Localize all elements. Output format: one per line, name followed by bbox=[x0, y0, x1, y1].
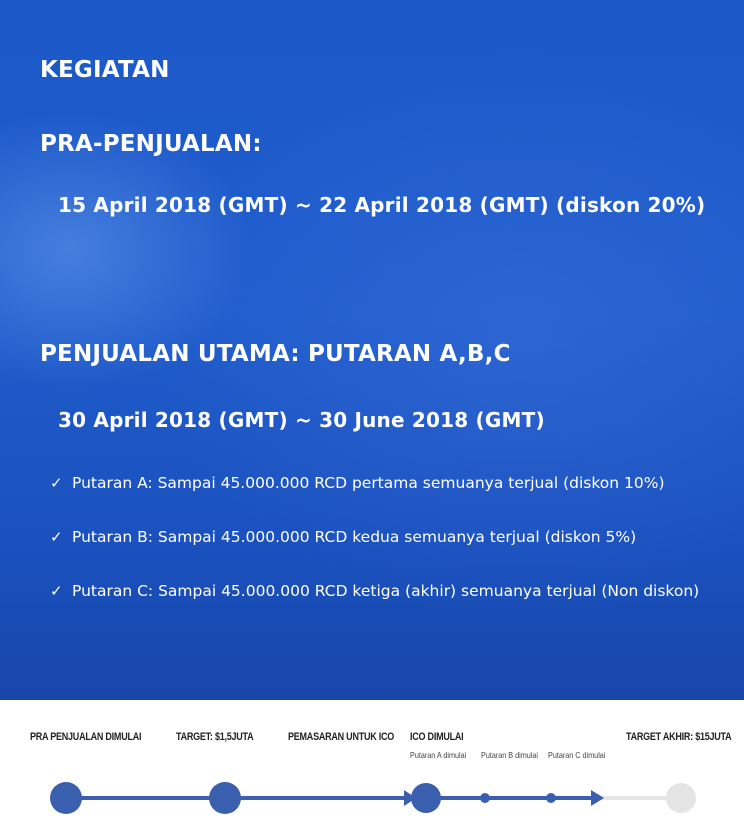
round-b-text: Putaran B: Sampai 45.000.000 RCD kedua semuanya terjual (diskon 5%) bbox=[72, 528, 637, 546]
timeline-node-presale-start bbox=[50, 782, 82, 814]
timeline-label-ico-start: ICO DIMULAI bbox=[410, 731, 464, 743]
timeline-graphic bbox=[0, 700, 744, 832]
timeline-sublabel-round-c: Putaran C dimulai bbox=[548, 750, 606, 760]
check-icon: ✓ bbox=[50, 474, 63, 492]
timeline-node-round-b bbox=[480, 793, 490, 803]
check-icon: ✓ bbox=[50, 582, 63, 600]
timeline-label-marketing: PEMASARAN UNTUK ICO bbox=[288, 731, 395, 743]
round-c-text: Putaran C: Sampai 45.000.000 RCD ketiga (akhir) semuanya terjual (Non diskon) bbox=[72, 582, 700, 600]
sale-rounds-list bbox=[50, 470, 730, 632]
round-a-text: Putaran A: Sampai 45.000.000 RCD pertama semuanya terjual (diskon 10%) bbox=[72, 474, 665, 492]
timeline-node-ico-start bbox=[411, 783, 441, 813]
presale-title: PRA-PENJUALAN: bbox=[40, 131, 262, 157]
timeline-node-target-1 bbox=[209, 782, 241, 814]
check-icon: ✓ bbox=[50, 528, 63, 546]
main-sale-title: PENJUALAN UTAMA: PUTARAN A,B,C bbox=[40, 341, 511, 367]
round-item-b bbox=[50, 524, 730, 550]
timeline-sublabel-round-a: Putaran A dimulai bbox=[410, 750, 467, 760]
timeline-label-final-target: TARGET AKHIR: $15JUTA bbox=[626, 731, 732, 743]
timeline-label-target-1: TARGET: $1,5JUTA bbox=[176, 731, 254, 743]
section-title: KEGIATAN bbox=[40, 57, 170, 83]
timeline-label-presale-start: PRA PENJUALAN DIMULAI bbox=[30, 731, 142, 743]
round-item-a bbox=[50, 470, 730, 496]
arrow-right-icon bbox=[591, 790, 604, 806]
presale-dates: 15 April 2018 (GMT) ~ 22 April 2018 (GMT) (diskon 20%) bbox=[58, 193, 706, 217]
timeline-node-final-target bbox=[666, 783, 696, 813]
timeline-sublabel-round-b: Putaran B dimulai bbox=[481, 750, 539, 760]
ico-timeline bbox=[0, 700, 744, 832]
round-item-c bbox=[50, 578, 730, 604]
main-sale-dates: 30 April 2018 (GMT) ~ 30 June 2018 (GMT) bbox=[58, 408, 545, 432]
timeline-node-round-c bbox=[546, 793, 556, 803]
